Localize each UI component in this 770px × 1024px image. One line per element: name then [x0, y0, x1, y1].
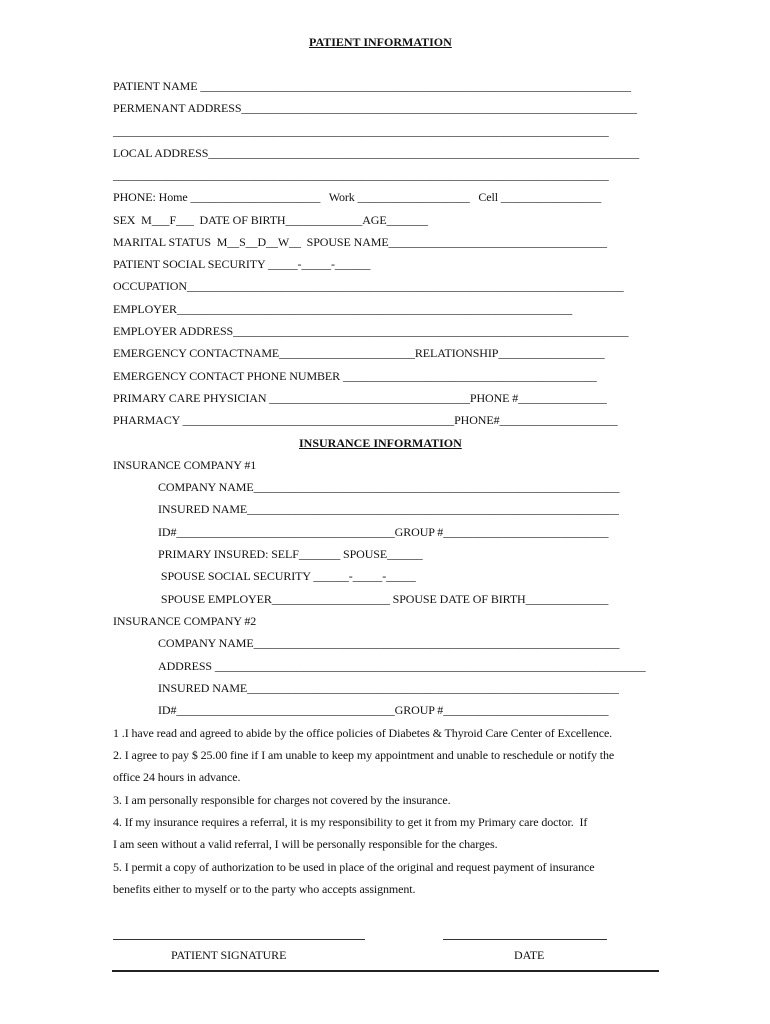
ins1-insured-name-field[interactable]: INSURED NAME_______________________________________________________________ [158, 502, 619, 516]
ins1-id-group-field[interactable]: ID#_____________________________________GROUP #____________________________ [158, 525, 609, 539]
patient-signature-label: PATIENT SIGNATURE [171, 948, 287, 962]
ins2-address-field[interactable]: ADDRESS _________________________________________________________________________ [158, 659, 646, 673]
ins2-insured-name-field[interactable]: INSURED NAME_______________________________________________________________ [158, 681, 619, 695]
patient-signature-line[interactable] [113, 939, 365, 940]
employer-field[interactable]: EMPLOYER___________________________________________________________________ [113, 302, 573, 316]
bottom-divider [112, 970, 659, 972]
date-label: DATE [514, 948, 545, 962]
agreement-line: office 24 hours in advance. [113, 770, 241, 784]
agreement-line: 3. I am personally responsible for charges not covered by the insurance. [113, 793, 451, 807]
primary-care-physician-field[interactable]: PRIMARY CARE PHYSICIAN __________________________________PHONE #_______________ [113, 391, 607, 405]
marital-status-spouse-field[interactable]: MARITAL STATUS M__S__D__W__ SPOUSE NAME_____________________________________ [113, 235, 607, 249]
insurance-company-1-heading: INSURANCE COMPANY #1 [113, 458, 257, 472]
ins1-spouse-employer-field[interactable]: SPOUSE EMPLOYER____________________ SPOUSE DATE OF BIRTH______________ [158, 592, 609, 606]
date-signature-line[interactable] [443, 939, 607, 940]
employer-address-field[interactable]: EMPLOYER ADDRESS___________________________________________________________________ [113, 324, 629, 338]
local-address-field[interactable]: LOCAL ADDRESS_________________________________________________________________________ [113, 146, 639, 160]
agreement-line: I am seen without a valid referral, I will be personally responsible for the charges. [113, 837, 498, 851]
permanent-address-line-2[interactable]: ____________________________________________________________________________________ [113, 124, 609, 138]
ins1-spouse-ssn-field[interactable]: SPOUSE SOCIAL SECURITY ______-_____-_____ [158, 569, 416, 583]
agreement-line: 2. I agree to pay $ 25.00 fine if I am unable to keep my appointment and unable to reschedule or notify the [113, 748, 615, 762]
sex-dob-age-fields[interactable]: SEX M___F___ DATE OF BIRTH_____________AGE_______ [113, 213, 428, 227]
form-title: PATIENT INFORMATION [309, 35, 452, 49]
patient-ssn-field[interactable]: PATIENT SOCIAL SECURITY _____-_____-______ [113, 257, 371, 271]
ins2-company-name-field[interactable]: COMPANY NAME______________________________________________________________ [158, 636, 620, 650]
insurance-section-title: INSURANCE INFORMATION [299, 436, 462, 450]
ins1-primary-insured-field[interactable]: PRIMARY INSURED: SELF_______ SPOUSE______ [158, 547, 423, 561]
emergency-contact-field[interactable]: EMERGENCY CONTACTNAME_______________________RELATIONSHIP__________________ [113, 346, 605, 360]
occupation-field[interactable]: OCCUPATION__________________________________________________________________________ [113, 279, 624, 293]
agreement-line: 5. I permit a copy of authorization to be used in place of the original and request payment of insurance [113, 860, 595, 874]
permanent-address-field[interactable]: PERMENANT ADDRESS___________________________________________________________________ [113, 101, 637, 115]
ins2-id-group-field[interactable]: ID#_____________________________________GROUP #____________________________ [158, 703, 609, 717]
patient-name-field[interactable]: PATIENT NAME _________________________________________________________________________ [113, 79, 632, 93]
emergency-contact-phone-field[interactable]: EMERGENCY CONTACT PHONE NUMBER ___________________________________________ [113, 369, 597, 383]
agreement-line: benefits either to myself or to the party who accepts assignment. [113, 882, 416, 896]
agreement-line: 1 .I have read and agreed to abide by the office policies of Diabetes & Thyroid Care Center of Excellence. [113, 726, 613, 740]
phone-fields[interactable]: PHONE: Home ______________________ Work ___________________ Cell _________________ [113, 190, 602, 204]
local-address-line-2[interactable]: ____________________________________________________________________________________ [113, 168, 609, 182]
ins1-company-name-field[interactable]: COMPANY NAME______________________________________________________________ [158, 480, 620, 494]
insurance-company-2-heading: INSURANCE COMPANY #2 [113, 614, 257, 628]
pharmacy-field[interactable]: PHARMACY ______________________________________________PHONE#____________________ [113, 413, 618, 427]
agreement-line: 4. If my insurance requires a referral, it is my responsibility to get it from my Primary care doctor. If [113, 815, 588, 829]
